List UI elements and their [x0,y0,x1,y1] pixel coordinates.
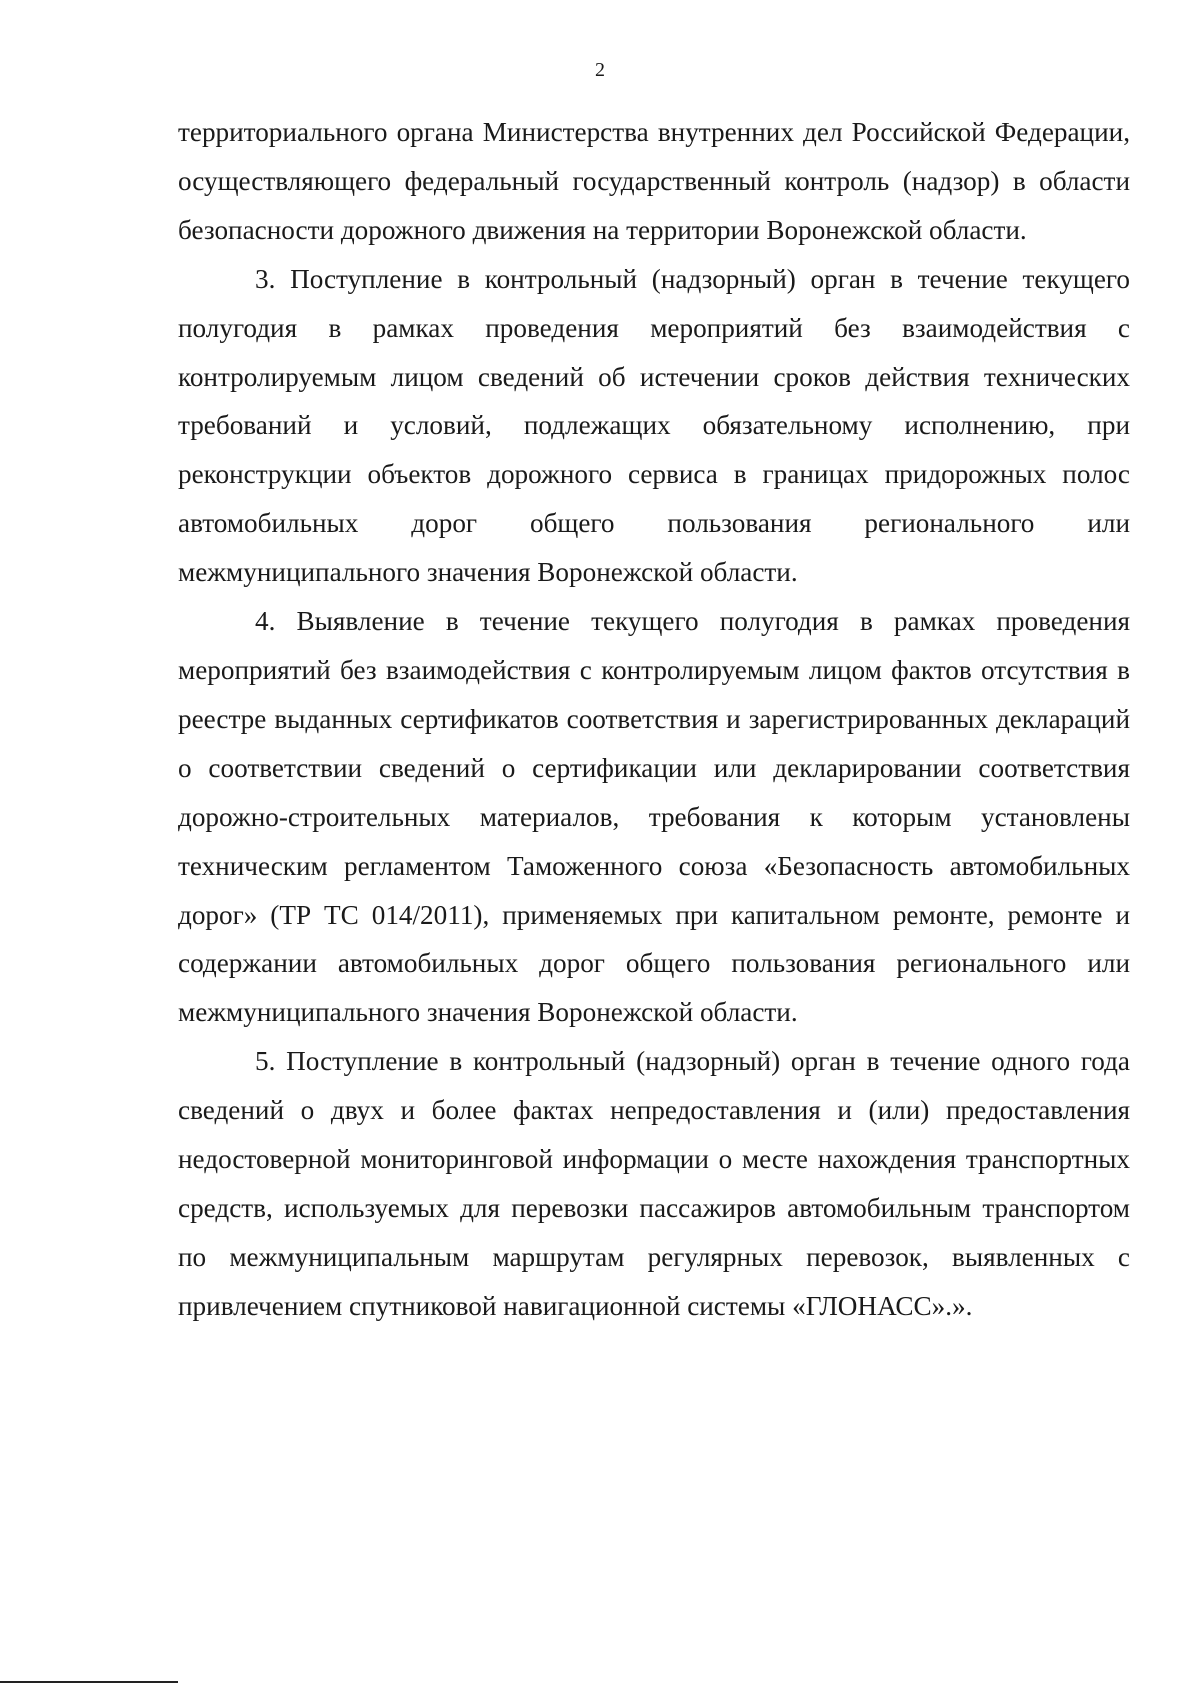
paragraph-item-4: 4. Выявление в течение текущего полугодия в рамках проведения мероприятий без взаимодействия с контролируемым лицом фактов отсутствия в реестре выданных сертификатов соответствия и зарегистрированных деклараций о соответствии сведений о сертификации или декларировании соответствия дорожно-строительных материалов, требования к которым установлены техническим регламентом Таможенного союза «Безопасность автомобильных дорог» (ТР ТС 014/2011), применяемых при капитальном ремонте, ремонте и содержании автомобильных дорог общего пользования регионального или межмуниципального значения Воронежской области. [178,606,1130,1028]
paragraph-item-3: 3. Поступление в контрольный (надзорный) орган в течение текущего полугодия в рамках проведения мероприятий без взаимодействия с контролируемым лицом сведений об истечении сроков действия технических требований и условий, подлежащих обязательному исполнению, при реконструкции объектов дорожного сервиса в границах придорожных полос автомобильных дорог общего пользования регионального или межмуниципального значения Воронежской области. [178,263,1130,588]
paragraph-item-5: 5. Поступление в контрольный (надзорный) орган в течение одного года сведений о двух и более фактах непредоставления и (или) предоставления недостоверной мониторинговой информации о месте нахождения транспортных средств, используемых для перевозки пассажиров автомобильным транспортом по межмуниципальным маршрутам регулярных перевозок, выявленных с привлечением спутниковой навигационной системы «ГЛОНАСС».». [178,1046,1130,1321]
document-body [178,108,1130,1331]
page-number: 2 [595,59,605,81]
paragraph-continuation: территориального органа Министерства внутренних дел Российской Федерации, осуществляющего федеральный государственный контроль (надзор) в области безопасности дорожного движения на территории Воронежской области. [178,117,1130,245]
scan-edge-line [0,1681,178,1683]
